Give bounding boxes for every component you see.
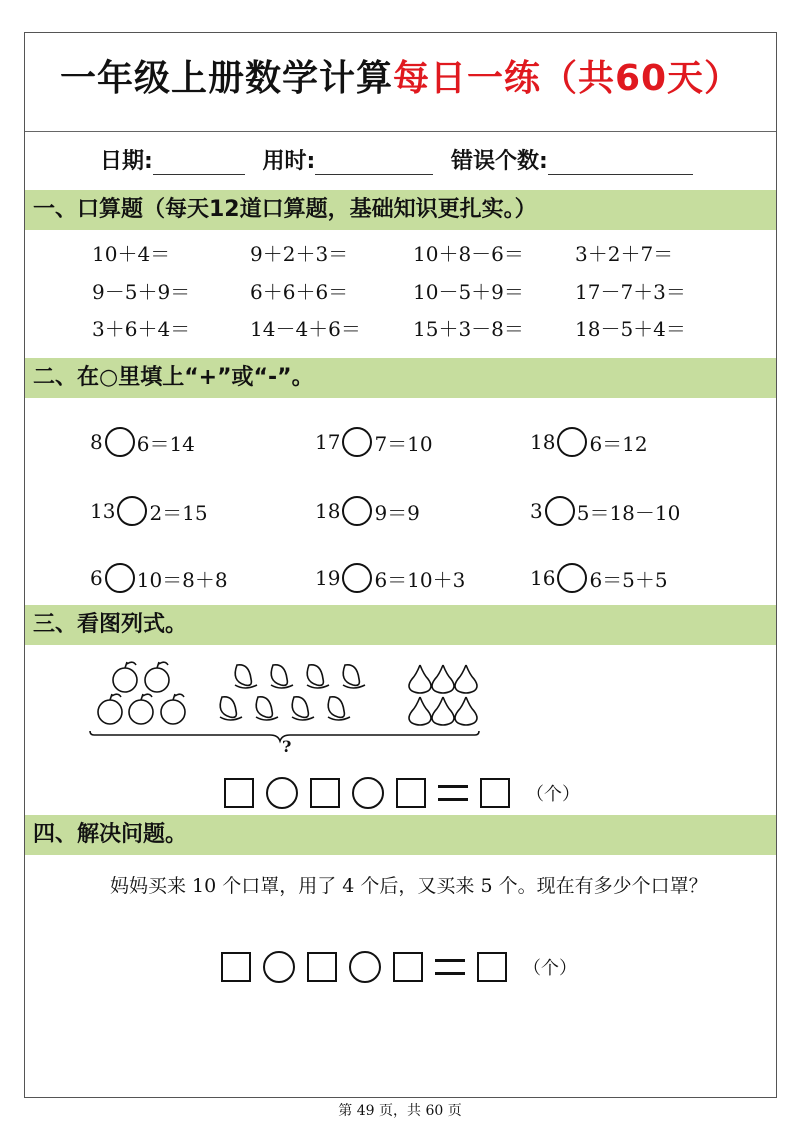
question-mark: ?: [282, 737, 292, 756]
circle-item: [315, 427, 433, 457]
apples: [98, 662, 185, 724]
operator-circle[interactable]: [263, 951, 295, 983]
circle-item: [90, 427, 195, 457]
peaches: [220, 665, 365, 720]
circle-item: [315, 496, 420, 526]
oral-item: 17－7＋3＝: [575, 280, 686, 304]
result-box[interactable]: [480, 778, 510, 808]
date-label: 日期:: [100, 149, 153, 174]
circle-item: [530, 563, 668, 593]
answer-box[interactable]: [307, 952, 337, 982]
operand: 18: [530, 430, 556, 454]
page-title: [25, 50, 776, 101]
oral-item: 14－4＋6＝: [250, 317, 361, 341]
page-footer: 第 49 页，共 60 页: [338, 1103, 462, 1119]
oral-item: 10－5＋9＝: [413, 280, 524, 304]
operator-circle[interactable]: [352, 777, 384, 809]
title-main: 一年级上册数学计算: [59, 58, 393, 99]
circle-item: [315, 563, 465, 593]
section-2-header: 二、在○里填上“+”或“-”。: [25, 358, 776, 398]
info-row: [100, 144, 693, 175]
pears: [409, 665, 477, 725]
answer-box[interactable]: [393, 952, 423, 982]
operand: 7＝10: [374, 431, 433, 456]
answer-box[interactable]: [310, 778, 340, 808]
operand: 6＝12: [589, 431, 648, 456]
circle-item: [90, 496, 208, 526]
operand: 9＝9: [374, 500, 420, 525]
operand: 10＝8＋8: [136, 567, 228, 592]
operand: 6＝5＋5: [589, 567, 668, 592]
oral-item: 10＋4＝: [92, 242, 171, 266]
oral-item: 15＋3－8＝: [413, 317, 524, 341]
operand: 16: [530, 566, 556, 590]
result-box[interactable]: [477, 952, 507, 982]
operand: 2＝15: [149, 500, 208, 525]
date-field[interactable]: [153, 150, 245, 175]
operand: 5＝18－10: [576, 500, 681, 525]
answer-row-picture: [218, 777, 580, 809]
fill-circle[interactable]: [105, 427, 135, 457]
answer-box[interactable]: [221, 952, 251, 982]
section-3-header: 三、看图列式。: [25, 605, 776, 645]
answer-row-problem: [215, 951, 577, 983]
operand: 6＝14: [136, 431, 195, 456]
operand: 6＝10＋3: [374, 567, 466, 592]
circle-item: [530, 496, 680, 526]
errors-label: 错误个数:: [450, 149, 548, 174]
operand: 18: [315, 499, 341, 523]
operator-circle[interactable]: [266, 777, 298, 809]
section-1-header: 一、口算题（每天12道口算题，基础知识更扎实。）: [25, 190, 776, 230]
oral-item: 6＋6＋6＝: [250, 280, 349, 304]
operand: 3: [530, 499, 543, 523]
unit-label: （个）: [526, 784, 580, 805]
operator-circle[interactable]: [349, 951, 381, 983]
fill-circle[interactable]: [557, 427, 587, 457]
divider: [25, 131, 776, 132]
operand: 6: [90, 566, 103, 590]
section-4-header: 四、解决问题。: [25, 815, 776, 855]
fill-circle[interactable]: [342, 496, 372, 526]
oral-item: 3＋2＋7＝: [575, 242, 674, 266]
circle-item: [530, 427, 648, 457]
operand: 19: [315, 566, 341, 590]
errors-field[interactable]: [548, 150, 693, 175]
operand: 13: [90, 499, 116, 523]
oral-item: 9－5＋9＝: [92, 280, 191, 304]
oral-item: 18－5＋4＝: [575, 317, 686, 341]
fill-circle[interactable]: [342, 563, 372, 593]
oral-item: 9＋2＋3＝: [250, 242, 349, 266]
operand: 17: [315, 430, 341, 454]
oral-item: 3＋6＋4＝: [92, 317, 191, 341]
unit-label: （个）: [523, 958, 577, 979]
equals-sign: [435, 959, 465, 975]
oral-item: 10＋8－6＝: [413, 242, 524, 266]
circle-item: [90, 563, 228, 593]
fill-circle[interactable]: [545, 496, 575, 526]
answer-box[interactable]: [396, 778, 426, 808]
operand: 8: [90, 430, 103, 454]
fill-circle[interactable]: [105, 563, 135, 593]
fill-circle[interactable]: [342, 427, 372, 457]
equals-sign: [438, 785, 468, 801]
time-field[interactable]: [315, 150, 433, 175]
time-label: 用时:: [262, 149, 316, 174]
fill-circle[interactable]: [117, 496, 147, 526]
word-problem: 妈妈买来 10 个口罩，用了 4 个后，又买来 5 个。现在有多少个口罩？: [110, 875, 708, 897]
answer-box[interactable]: [224, 778, 254, 808]
fill-circle[interactable]: [557, 563, 587, 593]
title-highlight: 每日一练（共60天）: [392, 58, 742, 99]
